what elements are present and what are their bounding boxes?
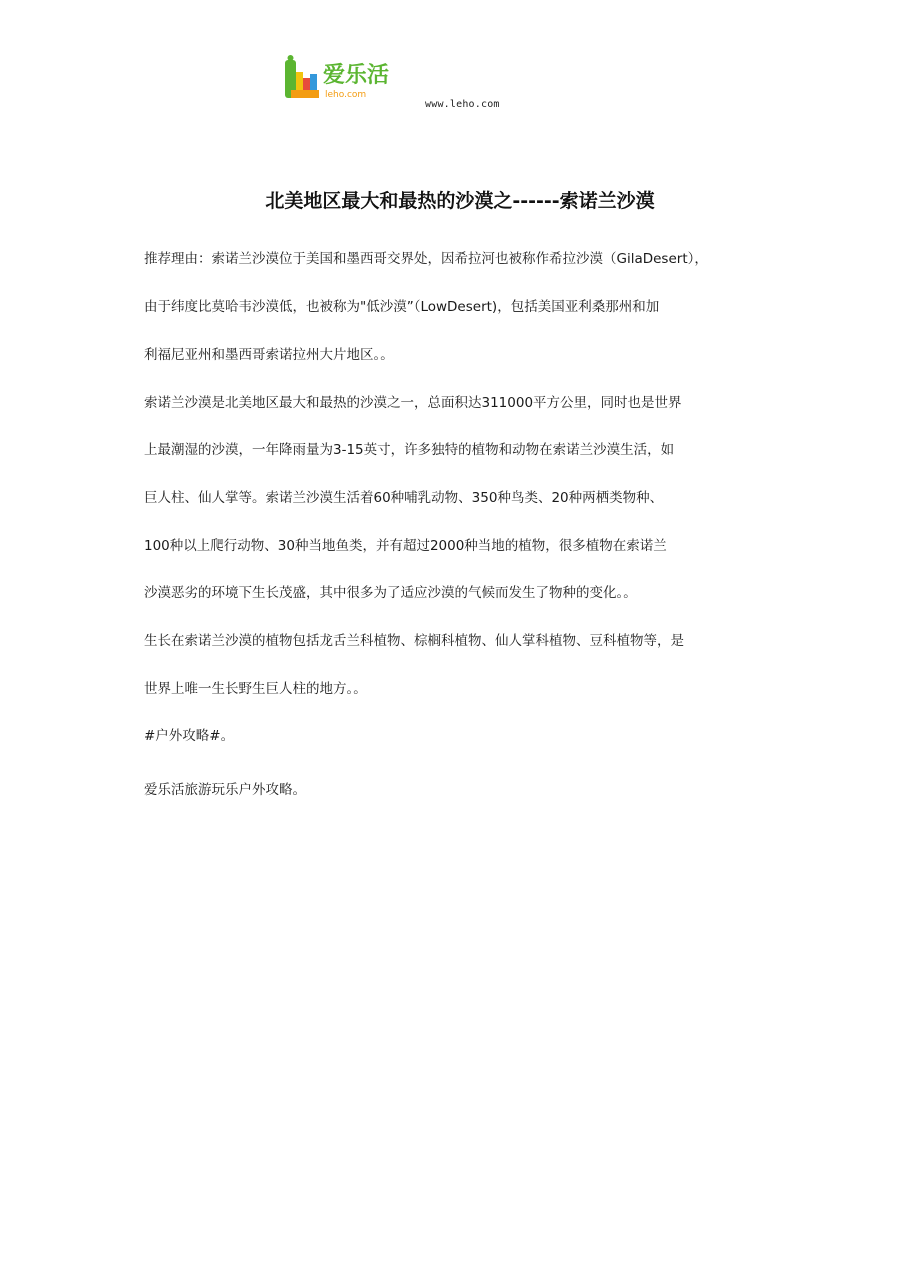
document-title: 北美地区最大和最热的沙漠之------索诺兰沙漠 xyxy=(265,190,655,212)
paragraph-line: 利福尼亚州和墨西哥索诺拉州大片地区。。 xyxy=(144,347,394,363)
paragraph-line: 推荐理由：索诺兰沙漠位于美国和墨西哥交界处，因希拉河也被称作希拉沙漠（GilaDesert）， xyxy=(144,251,708,267)
logo-domain-text: leho.com xyxy=(325,90,367,100)
paragraph-line: 上最潮湿的沙漠，一年降雨量为3-15英寸，许多独特的植物和动物在索诺兰沙漠生活，如 xyxy=(144,442,675,458)
site-url[interactable]: www.leho.com xyxy=(425,99,500,110)
paragraph-line: 世界上唯一生长野生巨人柱的地方。。 xyxy=(144,681,367,697)
leho-logo xyxy=(283,54,423,104)
paragraph-line: 生长在索诺兰沙漠的植物包括龙舌兰科植物、棕榈科植物、仙人掌科植物、豆科植物等，是 xyxy=(144,633,684,649)
paragraph-line: 100种以上爬行动物、30种当地鱼类，并有超过2000种当地的植物，很多植物在索诺兰 xyxy=(144,538,667,554)
footer-line: 爱乐活旅游玩乐户外攻略。 xyxy=(144,782,306,798)
paragraph-line: 由于纬度比莫哈韦沙漠低，也被称为"低沙漠”（LowDesert)，包括美国亚利桑那州和加 xyxy=(144,299,660,315)
leho-logo-icon xyxy=(283,54,423,104)
paragraph-line: 沙漠恶劣的环境下生长茂盛，其中很多为了适应沙漠的气候而发生了物种的变化。。 xyxy=(144,585,637,601)
logo-brand-text: 爱乐活 xyxy=(323,63,390,88)
paragraph-line: 巨人柱、仙人掌等。索诺兰沙漠生活着60种哺乳动物、350种鸟类、20种两栖类物种、 xyxy=(144,490,664,506)
paragraph-line: 索诺兰沙漠是北美地区最大和最热的沙漠之一，总面积达311000平方公里，同时也是世界 xyxy=(144,395,682,411)
hashtag-line: #户外攻略#。 xyxy=(144,728,235,744)
